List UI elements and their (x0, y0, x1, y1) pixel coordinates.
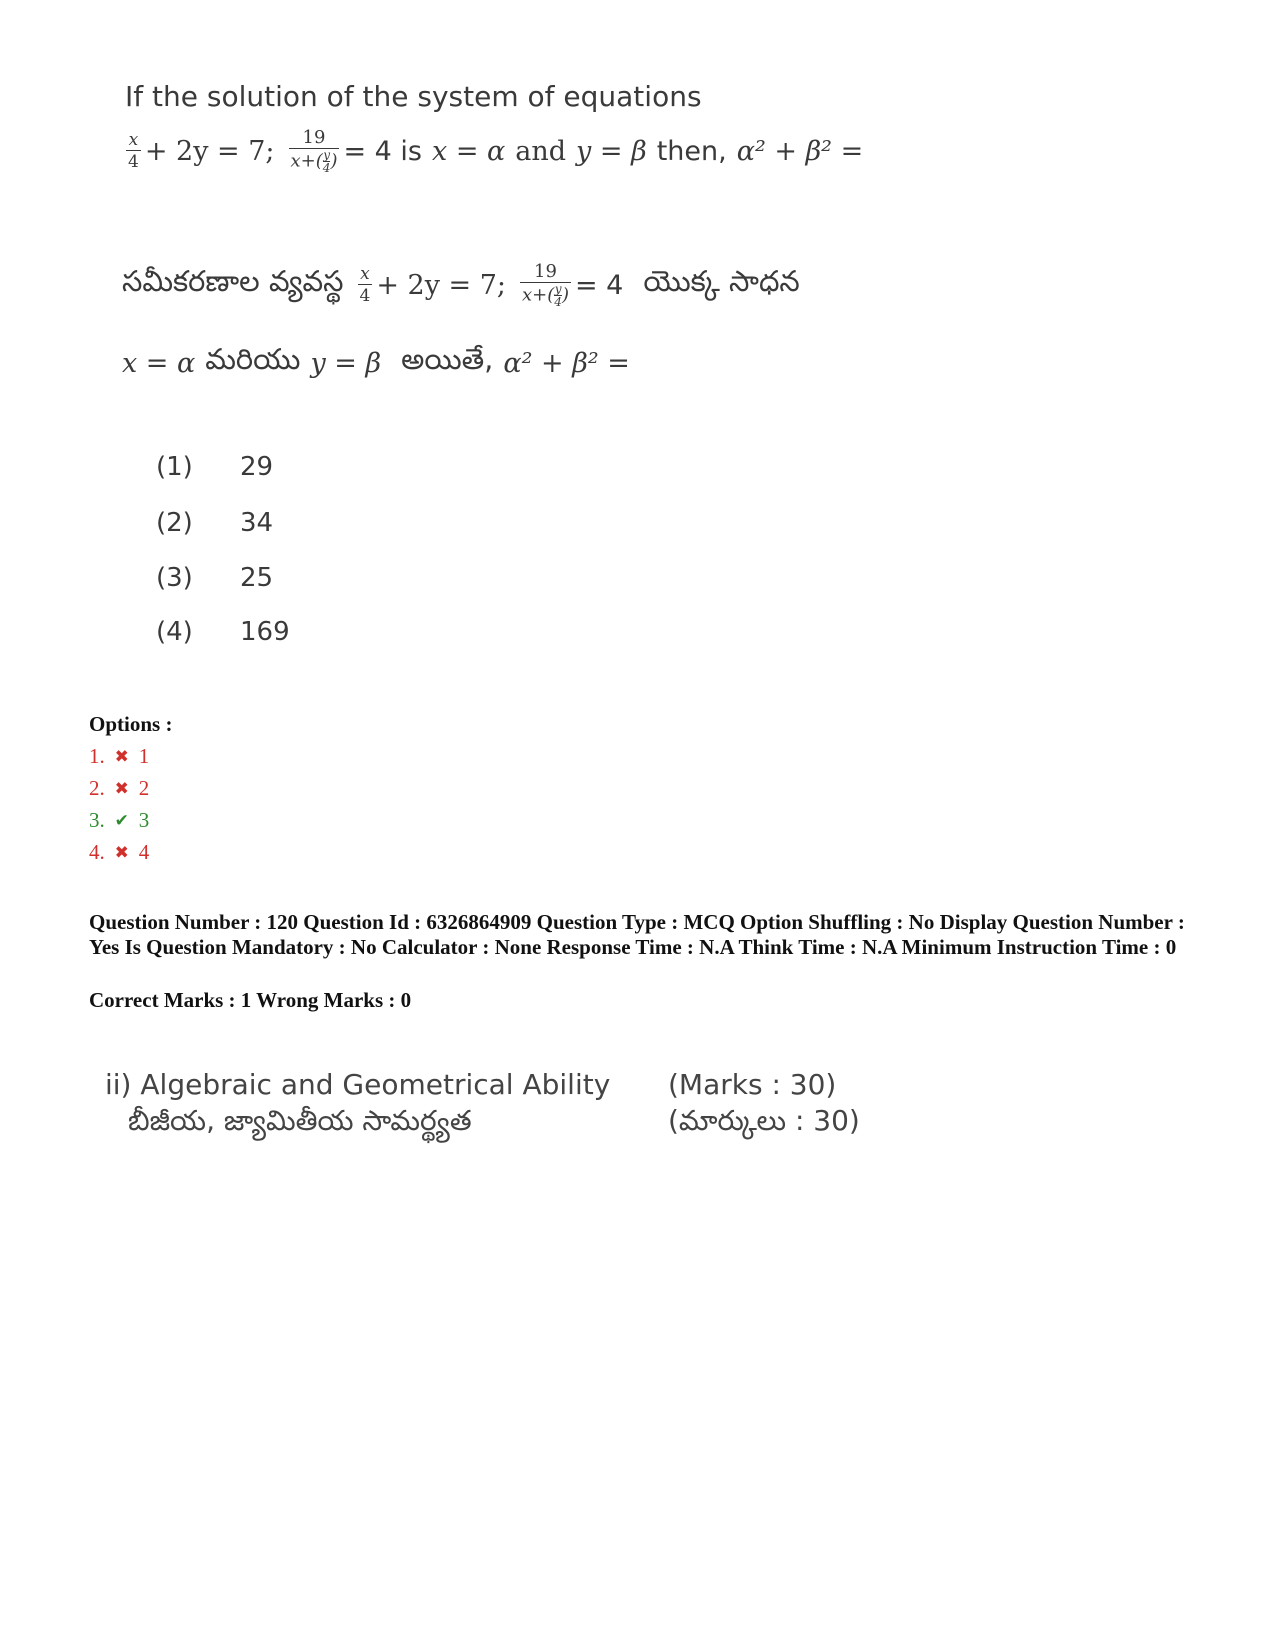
question-telugu-line2: x = α మరియు y = β అయితే, α² + β² = (122, 342, 630, 379)
section-title-english: ii) Algebraic and Geometrical Ability (105, 1068, 611, 1101)
cross-icon: ✖ (114, 778, 129, 798)
fraction-19-over-expr: 19 x+( $\frac{y}{4}$ ) (290, 127, 338, 175)
section-marks-telugu: (మార్కులు : 30) (668, 1104, 860, 1137)
choice-1: 1. ✖ 1 (89, 744, 150, 768)
choice-4: 4. ✖ 4 (89, 840, 150, 864)
section-marks-english: (Marks : 30) (668, 1068, 837, 1101)
choice-3: 3. ✔ 3 (89, 808, 150, 832)
question-metadata: Question Number : 120 Question Id : 6326864909 Question Type : MCQ Option Shuffling : No Display Question Number : Yes Is Question Mandatory : No Calculator : None Response Time : N.A Think Time : N.A Minimum Instruction Time : 0 (89, 910, 1185, 959)
section-title-telugu: బీజీయ, జ్యామితీయ సామర్థ్యత (128, 1104, 472, 1137)
answer-option-2: (2) 34 (156, 508, 274, 538)
question-english-intro: If the solution of the system of equations (125, 80, 702, 113)
answer-option-4: (4) 169 (156, 617, 290, 647)
fraction-19-over-expr-te: 19 x+( $\frac{y}{4}$ ) (522, 261, 569, 309)
cross-icon: ✖ (114, 842, 129, 862)
options-label: Options : (89, 712, 173, 736)
question-telugu-line1: సమీకరణాల వ్యవస్థ $\frac{x}{4}$ + 2y = 7; 19 x+( $\frac{y}{4}$ ) = 4 యొక్క సాధన (122, 261, 800, 309)
fraction-x-over-4: $\frac{x}{4}$ (128, 129, 139, 172)
question-english-equation: $\frac{x}{4}$ + 2y = 7; 19 x+( $\frac{y}{4}$ ) = 4 is x = α and y = β then, α² + β² = (128, 127, 864, 175)
marks-info: Correct Marks : 1 Wrong Marks : 0 (89, 988, 412, 1012)
answer-option-1: (1) 29 (156, 452, 274, 482)
fraction-x-over-4-te: $\frac{x}{4}$ (359, 263, 371, 306)
answer-option-3: (3) 25 (156, 563, 274, 593)
check-icon: ✔ (114, 810, 129, 830)
cross-icon: ✖ (114, 746, 129, 766)
choice-2: 2. ✖ 2 (89, 776, 150, 800)
